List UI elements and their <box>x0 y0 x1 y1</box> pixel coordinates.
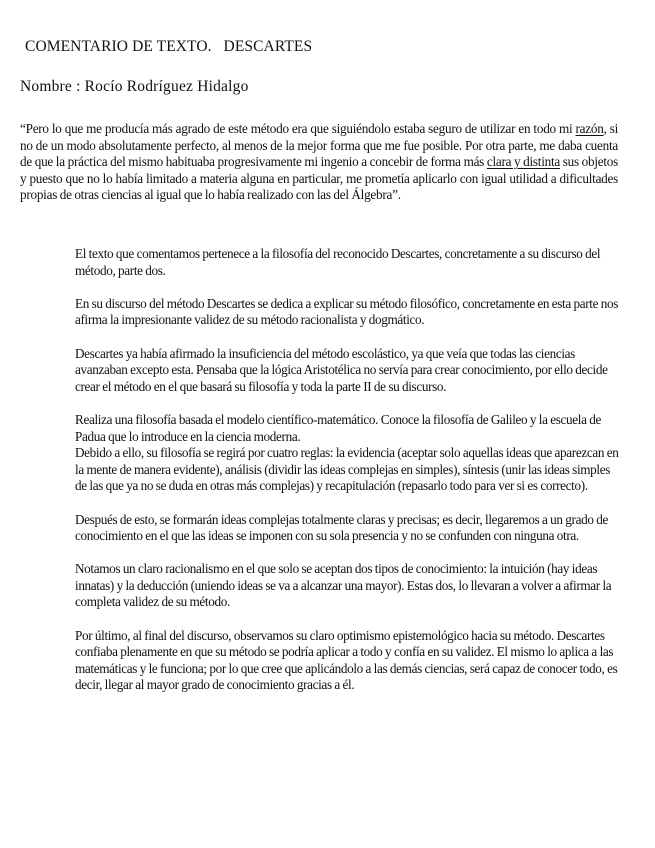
paragraph-1: El texto que comentamos pertenece a la filosofía del reconocido Descartes, concretamente a su discurso del método, parte dos. <box>75 246 601 278</box>
quote-underlined-razon: razón <box>575 121 604 136</box>
paragraph-7: Notamos un claro racionalismo en el que solo se aceptan dos tipos de conocimiento: la intuición (hay ideas innatas) y la deducción (uniendo ideas se va a alcanzar una mayor). Estas dos, lo llevaran a volver a afirmar la completa validez de su método. <box>75 561 612 610</box>
paragraph-2: En su discurso del método Descartes se dedica a explicar su método filosófico, concretamente en esta parte nos afirma la impresionante validez de su método racionalista y dogmático. <box>75 295 619 328</box>
paragraph-4: Realiza una filosofía basada el modelo científico-matemático. Conoce la filosofía de Galileo y la escuela de Padua que lo introduce en la ciencia moderna. <box>75 411 601 444</box>
quote-paragraph <box>20 121 618 204</box>
paragraph-3: Descartes ya había afirmado la insuficiencia del método escolástico, ya que veía que todas las ciencias avanzaban excepto esta. Pensaba que la lógica Aristotélica no servía para crear conocimiento, por ello decide crear el método en el que basará su filosofía y toda la parte II de su discurso. <box>75 345 608 394</box>
quote-text-part-3: sus objetos y puesto que no lo había limitado a materia alguna en particular, me prometía aplicarlo con igual utilidad a dificultades propias de otras ciencias al igual que lo había realizado con las del Álgebra”. <box>20 154 619 203</box>
paragraph-6: Después de esto, se formarán ideas complejas totalmente claras y precisas; es decir, llegaremos a un grado de conocimiento en el que las ideas se imponen con su sola presencia y no se confunden con ninguna otra. <box>75 511 608 544</box>
author-line: Nombre : Rocío Rodríguez Hidalgo <box>20 78 249 95</box>
quote-text-part-1: “Pero lo que me producía más agrado de este método era que siguiéndolo estaba seguro de utilizar en todo mi <box>20 121 576 136</box>
paragraph-5: Debido a ello, su filosofía se regirá por cuatro reglas: la evidencia (aceptar solo aquellas ideas que aparezcan en la mente de manera evidente), análisis (dividir las ideas complejas en simples), síntesis (unir las ideas simples de las que ya no se duda en otras más complejas) y recapitulación (repasarlo todo para ver si es correcto). <box>75 445 619 494</box>
commentary-body <box>75 246 620 694</box>
quote-underlined-clara-y-distinta: clara y distinta <box>486 154 560 170</box>
document-title: COMENTARIO DE TEXTO. DESCARTES <box>25 38 313 55</box>
quote-text-part-2: , si no de un modo absolutamente perfecto, al menos de la mejor forma que me fue posible. Por otra parte, me daba cuenta de que la práctica del mismo habituaba progresivamente mi ingenio a concebir de forma más <box>20 121 618 170</box>
paragraph-8: Por último, al final del discurso, observamos su claro optimismo epistemológico hacia su método. Descartes confiaba plenamente en que su método se podría aplicar a todo y confía en su validez. El mismo lo aplica a las matemáticas y le funciona; por lo que cree que aplicándolo a las demás ciencias, será capaz de conocer todo, es decir, llegar al mayor grado de conocimiento gracias a él. <box>75 627 618 693</box>
